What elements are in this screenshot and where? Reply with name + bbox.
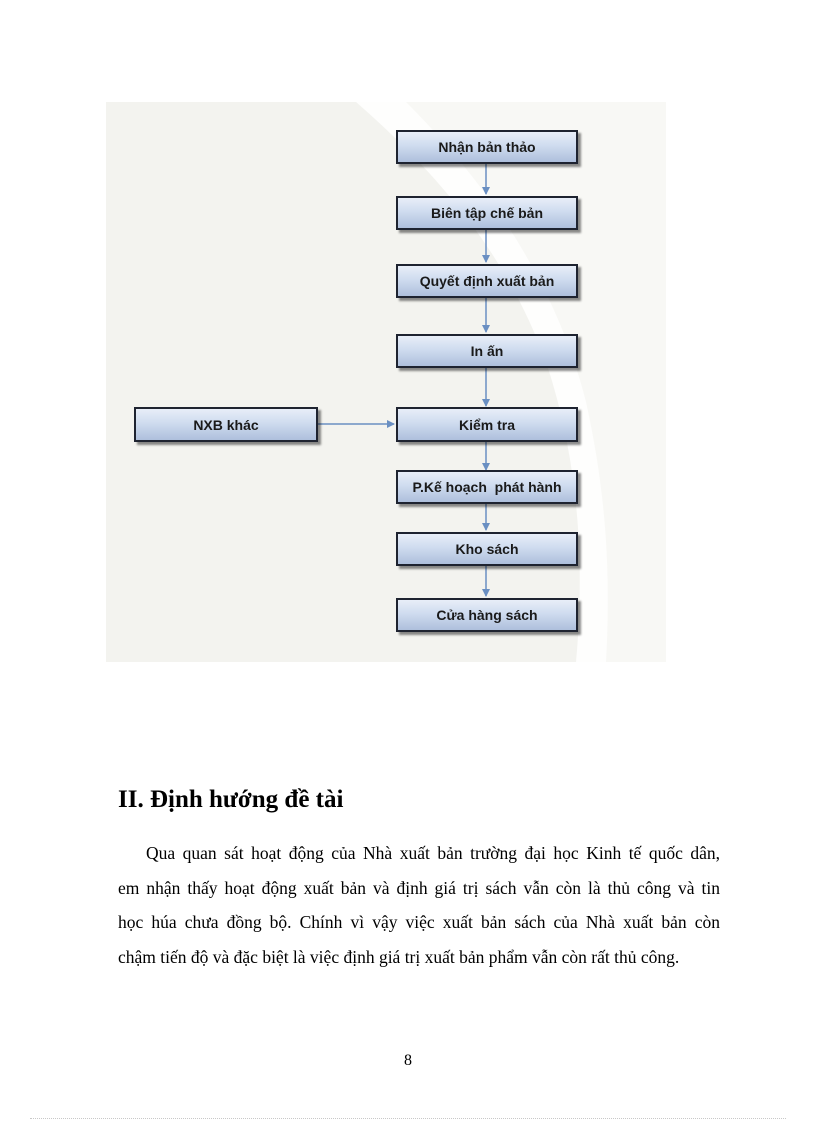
step-label: Biên tập chế bản xyxy=(430,205,544,221)
page-bottom-divider xyxy=(30,1118,786,1119)
step-in-an xyxy=(396,334,578,368)
step-bien-tap-che-ban xyxy=(396,196,578,230)
section-heading: II. Định hướng đề tài xyxy=(118,786,344,813)
step-label: Kiểm tra xyxy=(458,416,516,433)
step-label: In ấn xyxy=(470,343,504,359)
paragraph-line: em nhận thấy hoạt động xuất bản và định giá trị sách vẫn còn là thủ công và tin xyxy=(118,877,720,898)
step-quyet-dinh-xuat-ban xyxy=(396,264,578,298)
workflow-diagram xyxy=(106,102,666,662)
paragraph-line: chậm tiến độ và đặc biệt là việc định giá trị xuất bản phẩm vẫn còn rất thủ công. xyxy=(118,946,680,967)
step-label: Quyết định xuất bản xyxy=(419,273,555,289)
paragraph-line: học húa chưa đồng bộ. Chính vì vậy việc xuất bản sách của Nhà xuất bản còn xyxy=(118,912,720,932)
step-label: NXB khác xyxy=(193,416,259,433)
page-number: 8 xyxy=(404,1052,412,1069)
step-kho-sach xyxy=(396,532,578,566)
step-label: Nhận bản thảo xyxy=(438,139,536,155)
step-kiem-tra xyxy=(396,407,578,442)
step-nhan-ban-thao xyxy=(396,130,578,164)
step-label: Cửa hàng sách xyxy=(436,607,538,623)
side-input-nxb-khac xyxy=(134,407,318,442)
flow-arrows xyxy=(106,102,666,662)
step-cua-hang-sach xyxy=(396,598,578,632)
step-label: Kho sách xyxy=(455,541,519,557)
paragraph-line: Qua quan sát hoạt động của Nhà xuất bản trường đại học Kinh tế quốc dân, xyxy=(146,843,720,863)
body-paragraph xyxy=(118,836,720,974)
step-ke-hoach-phat-hanh xyxy=(396,470,578,504)
step-label: P.Kế hoạch phát hành xyxy=(412,479,562,495)
